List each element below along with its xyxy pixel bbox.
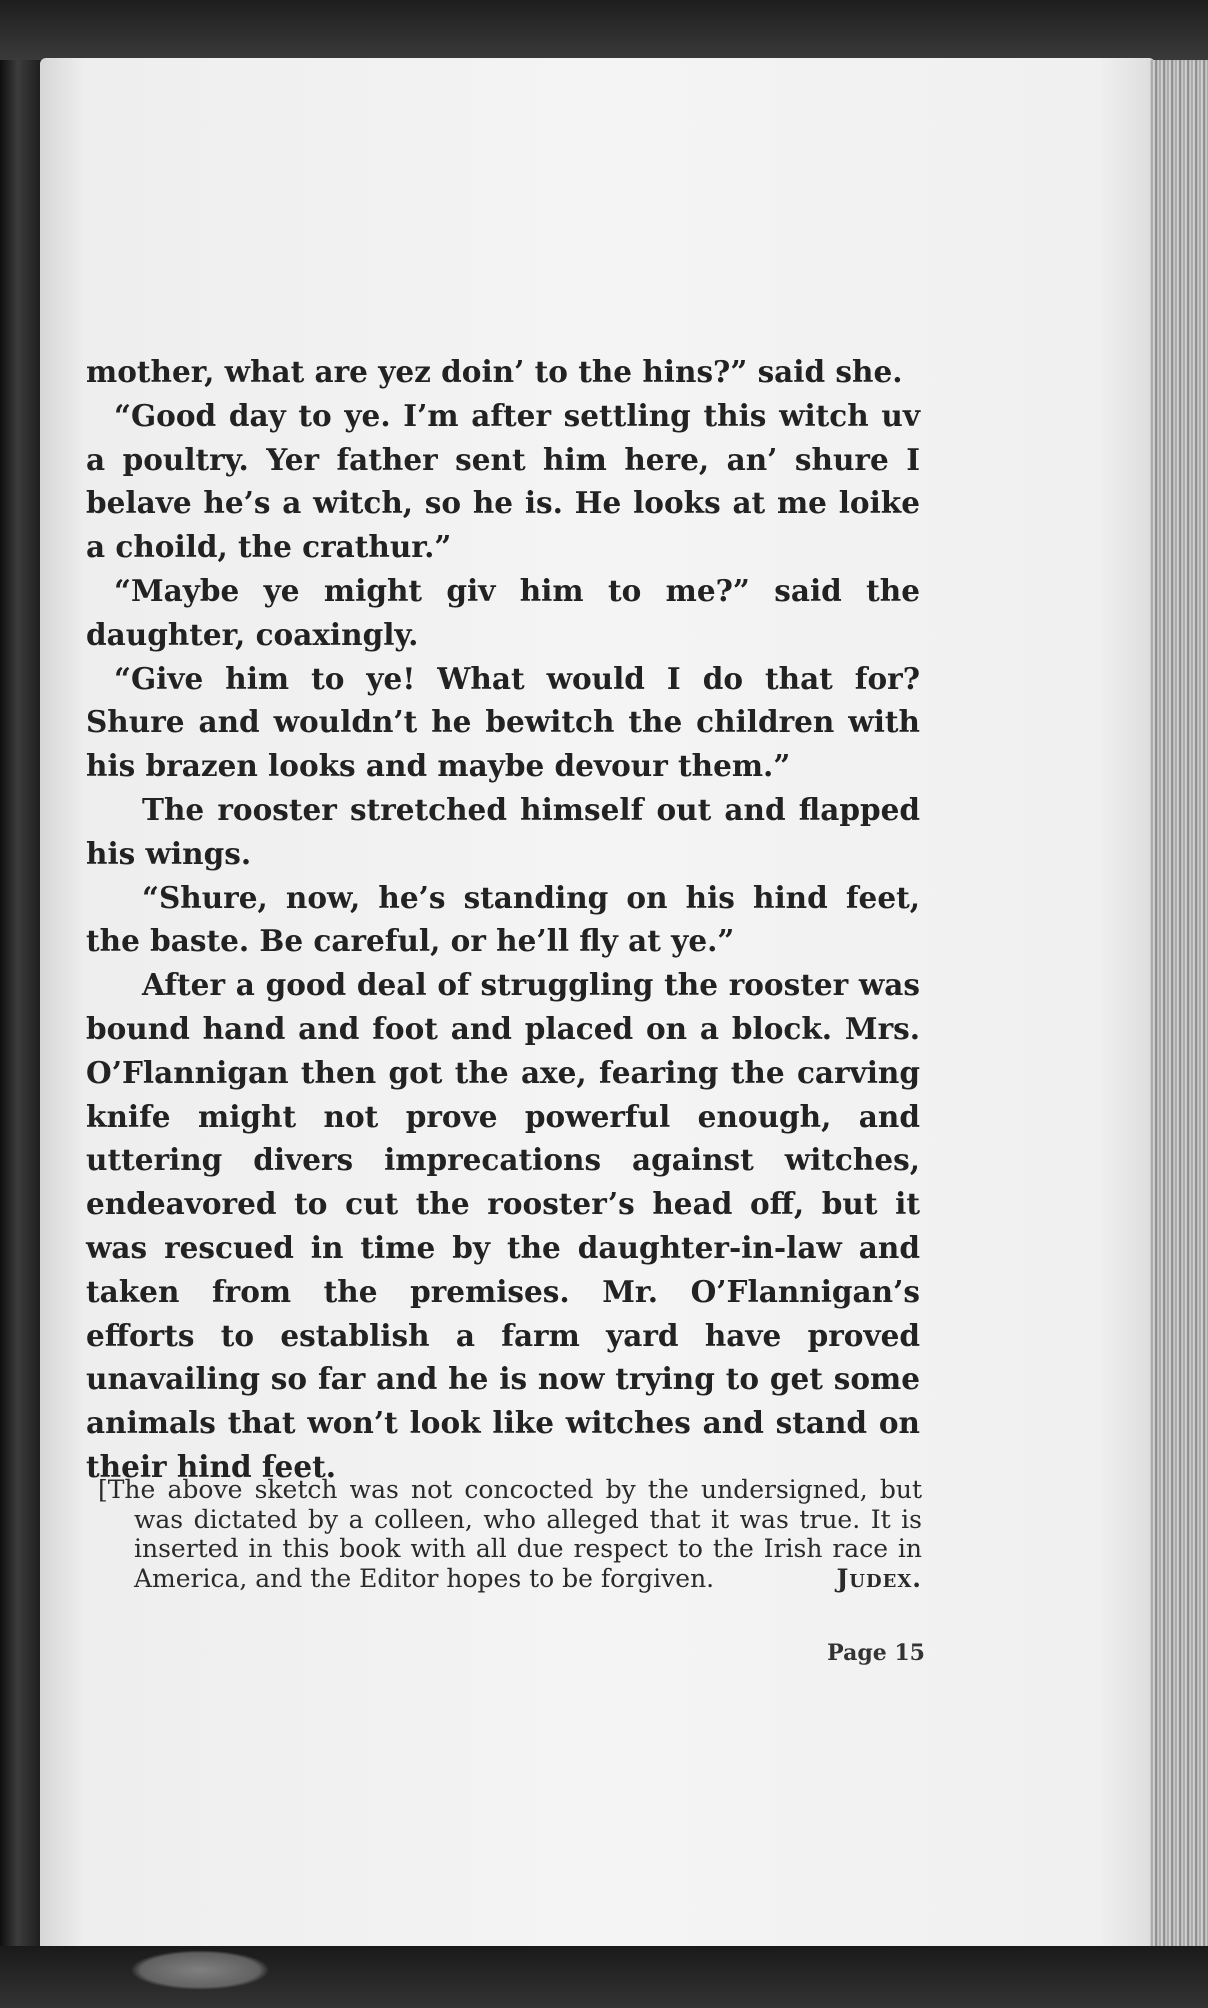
page-number: Page 15	[827, 1640, 925, 1666]
footnote-signature: Judex.	[836, 1563, 922, 1593]
paragraph-4: “Give him to ye! What would I do that for? Shure and wouldn’t he bewitch the children with his brazen looks and maybe devour them.”	[86, 660, 920, 784]
page-edges-stack	[1150, 60, 1208, 1960]
body-text	[86, 350, 920, 1489]
paragraph-6: “Shure, now, he’s standing on his hind feet, the baste. Be careful, or he’ll fly at ye.”	[86, 879, 920, 959]
paragraph-3: “Maybe ye might giv him to me?” said the daughter, coaxingly.	[86, 572, 920, 652]
paragraph-1: mother, what are yez doin’ to the hins?” said she.	[86, 354, 903, 389]
cover-ornament	[130, 1950, 270, 1990]
paragraph-7: After a good deal of struggling the rooster was bound hand and foot and placed on a block. Mrs. O’Flannigan then got the axe, fearing the carving knife might not prove powerful enough, and uttering divers imprecations against witches, endeavored to cut the rooster’s head off, but it was rescued in time by the daughter-in-law and taken from the premises. Mr. O’Flannigan’s efforts to establish a farm yard have proved unavailing so far and he is now trying to get some animals that won’t look like witches and stand on their hind feet.	[86, 967, 920, 1484]
paragraph-5: The rooster stretched himself out and flapped his wings.	[86, 791, 920, 871]
paragraph-2: “Good day to ye. I’m after settling this witch uv a poultry. Yer father sent him here, an’ shure I belave he’s a witch, so he is. He looks at me loike a choild, the crathur.”	[86, 397, 920, 565]
editor-footnote	[98, 1475, 922, 1593]
footnote-text: [The above sketch was not concocted by the undersigned, but was dictated by a colleen, who alleged that it was true. It is inserted in this book with all due respect to the Irish race in America, and the Editor hopes to be forgiven.	[98, 1475, 922, 1593]
book-spine-edge	[0, 60, 44, 2008]
